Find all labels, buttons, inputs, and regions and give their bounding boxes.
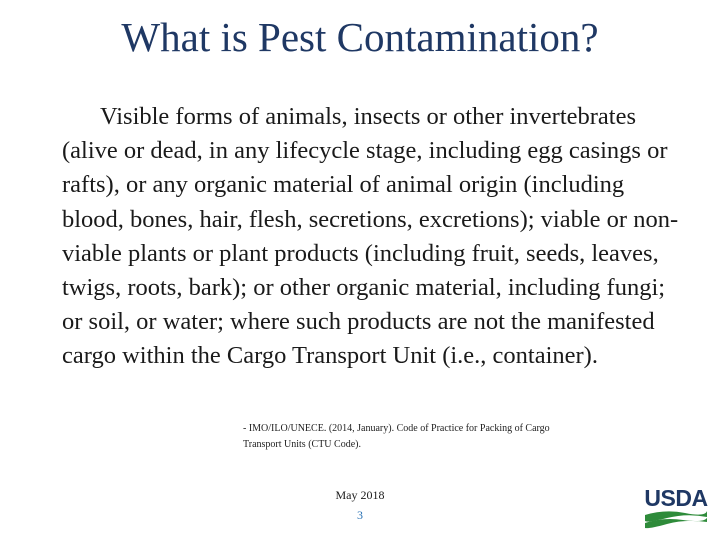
usda-wave-icon: [645, 509, 707, 529]
citation-line-1: - IMO/ILO/UNECE. (2014, January). Code of Practice for Packing of Cargo: [243, 423, 550, 434]
page-number: 3: [357, 508, 363, 522]
citation-line-2: Transport Units (CTU Code).: [243, 439, 361, 450]
citation: [243, 421, 603, 453]
usda-logo-text: USDA: [644, 485, 708, 511]
usda-logo: [643, 486, 709, 530]
slide-title: What is Pest Contamination?: [121, 14, 599, 60]
slide-date: May 2018: [335, 488, 385, 502]
definition-text: Visible forms of animals, insects or other invertebrates (alive or dead, in any lifecycle stage, including egg casings or rafts), or any organic material of animal origin (including blood, bones, hair, flesh, secretions, excretions); viable or non-viable plants or plant products (including fruit, seeds, leaves, twigs, roots, bark); or other organic material, including fungi; or soil, or water; where such products are not the manifested cargo within the Cargo Transport Unit (i.e., container).: [62, 103, 679, 370]
